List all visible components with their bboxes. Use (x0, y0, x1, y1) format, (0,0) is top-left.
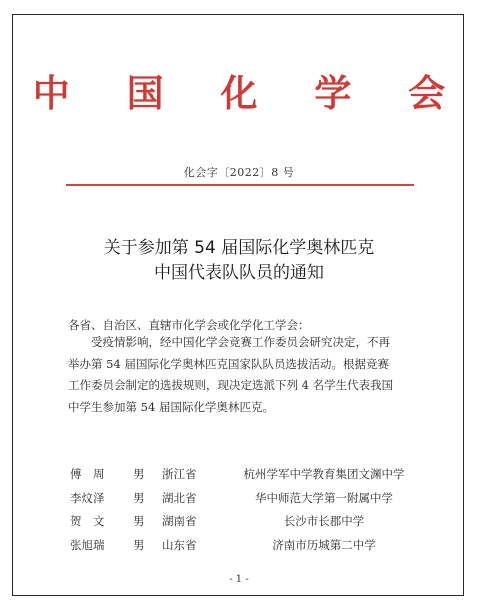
roster-row (70, 466, 420, 490)
body-line: 受疫情影响，经中国化学会竞赛工作委员会研究决定，不再 (91, 335, 390, 349)
student-roster (70, 466, 420, 560)
student-gender: 男 (133, 490, 145, 505)
student-name: 傅 周 (70, 467, 105, 481)
salutation: 各省、自治区、直辖市化学会或化学化工学会： (68, 318, 310, 332)
student-province: 山东省 (162, 537, 197, 552)
student-name: 李炆泽 (70, 490, 105, 505)
student-name: 贺 文 (70, 514, 105, 528)
document-number: 化会字〔2022〕8 号 (183, 166, 295, 179)
student-gender: 男 (133, 537, 145, 552)
roster-row (70, 537, 420, 561)
student-name: 张旭瑞 (70, 537, 105, 552)
title-line-1: 关于参加第 54 届国际化学奥林匹克 (103, 238, 375, 258)
student-school: 济南市历城第二中学 (272, 537, 376, 552)
page-number: - 1 - (229, 574, 249, 585)
body-line: 举办第 54 届国际化学奥林匹克国家队队员选拔活动。根据竞赛 (68, 356, 389, 371)
roster-row (70, 490, 420, 514)
student-gender: 男 (133, 514, 145, 528)
document-title (0, 236, 478, 286)
body-line: 中学生参加第 54 届国际化学奥林匹克。 (68, 399, 274, 414)
red-divider-rule (66, 184, 414, 186)
student-province: 浙江省 (162, 467, 197, 481)
student-school: 长沙市长郡中学 (283, 514, 365, 528)
roster-row (70, 513, 420, 537)
organization-header: 中 国 化 学 会 (32, 72, 468, 115)
title-line-2: 中国代表队队员的通知 (154, 263, 324, 283)
student-province: 湖北省 (162, 490, 197, 505)
student-province: 湖南省 (162, 514, 197, 528)
student-school: 华中师范大学第一附属中学 (255, 490, 393, 505)
student-school: 杭州学军中学教育集团文渊中学 (243, 467, 405, 481)
body-line: 工作委员会制定的选拔规则，现决定选派下列 4 名学生代表我国 (68, 378, 394, 392)
student-gender: 男 (133, 467, 145, 481)
body-paragraph (68, 332, 412, 418)
